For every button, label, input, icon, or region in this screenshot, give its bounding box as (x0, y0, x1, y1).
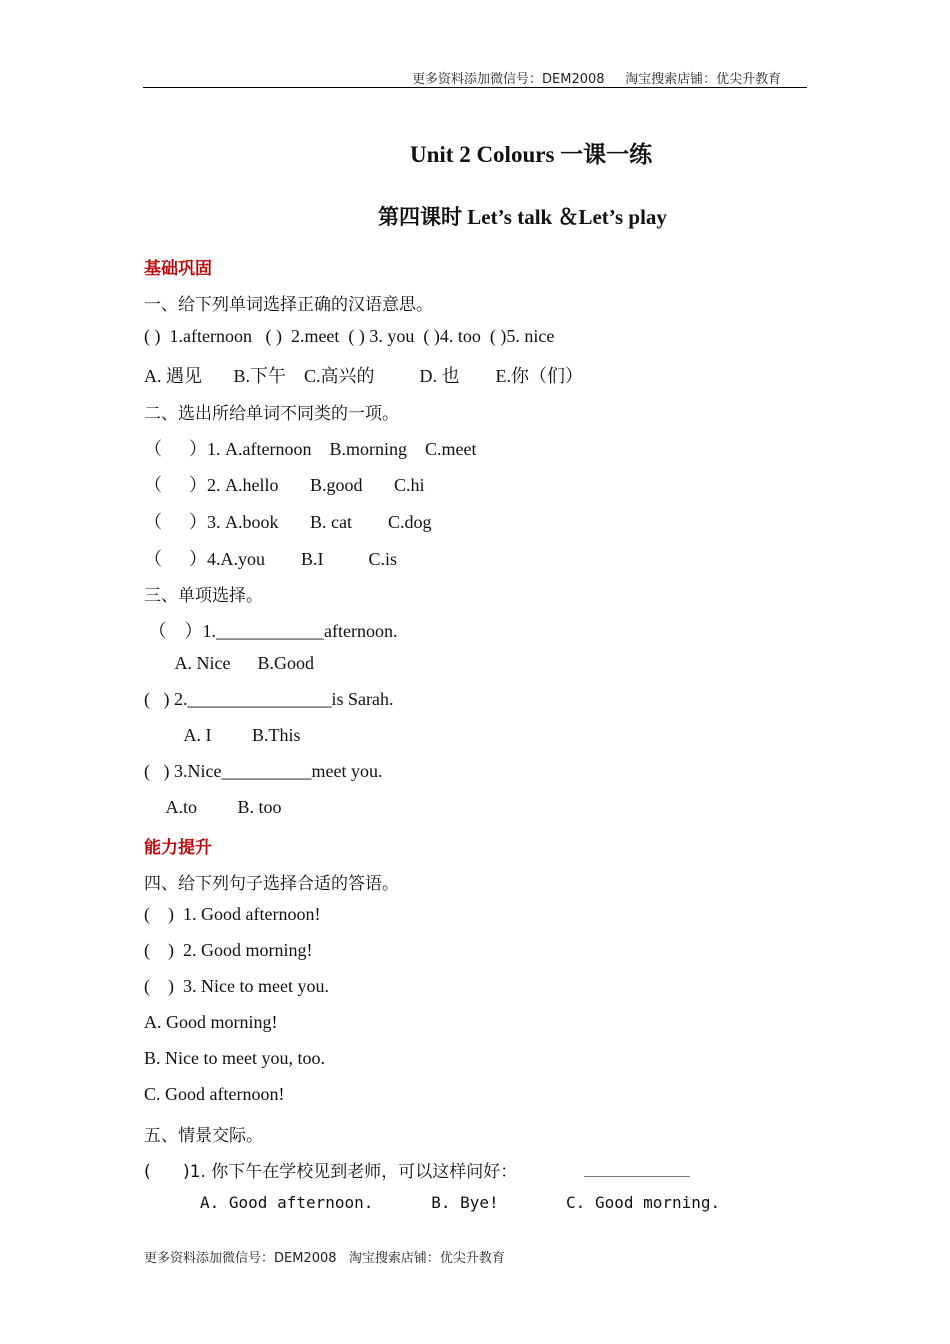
q2-heading: 二、选出所给单词不同类的一项。 (144, 404, 399, 424)
q4-row: B. Nice to meet you, too. (144, 1048, 325, 1068)
q4-row: ( ) 2. Good morning! (144, 940, 313, 960)
page-title: Unit 2 Colours 一课一练 (410, 142, 653, 167)
section-basic-label: 基础巩固 (144, 259, 212, 279)
q4-row: ( ) 1. Good afternoon! (144, 904, 321, 924)
q3-row: A. Nice B.Good (144, 653, 314, 673)
q2-row: （ ）4.A.you B.I C.is (144, 549, 398, 569)
q5-heading: 五、情景交际。 (144, 1126, 263, 1146)
q3-row: （ ）1.____________afternoon. (144, 621, 398, 641)
q4-row: C. Good afternoon! (144, 1084, 285, 1104)
q2-row: （ ）1. A.afternoon B.morning C.meet (144, 439, 477, 459)
q1-items: ( ) 1.afternoon ( ) 2.meet ( ) 3. you ( )4. too ( )5. nice (144, 326, 555, 346)
q2-row: （ ）2. A.hello B.good C.hi (144, 475, 425, 495)
q3-row: A. I B.This (144, 725, 301, 745)
section-ability-label: 能力提升 (144, 838, 212, 858)
page-subtitle: 第四课时 Let’s talk ＆Let’s play (378, 205, 667, 229)
page-footer: 更多资料添加微信号：DEM2008 淘宝搜索店铺：优尖升教育 (144, 1251, 505, 1266)
q1-heading: 一、给下列单词选择正确的汉语意思。 (144, 295, 433, 315)
q3-heading: 三、单项选择。 (144, 586, 263, 606)
q4-row: ( ) 3. Nice to meet you. (144, 976, 329, 996)
q3-row: ( ) 2.________________is Sarah. (144, 689, 394, 709)
q3-row: ( ) 3.Nice__________meet you. (144, 761, 383, 781)
q1-options: A. 遇见 B.下午 C.高兴的 D. 也 E.你（们） (144, 366, 584, 386)
q4-heading: 四、给下列句子选择合适的答语。 (144, 874, 399, 894)
q2-row: （ ）3. A.book B. cat C.dog (144, 512, 432, 532)
page-header: 更多资料添加微信号：DEM2008 淘宝搜索店铺：优尖升教育 (412, 72, 782, 87)
q3-row: A.to B. too (144, 797, 282, 817)
q5-options: A. Good afternoon. B. Bye! C. Good morning. (200, 1193, 721, 1212)
q5-answer-blank (584, 1176, 690, 1177)
q4-row: A. Good morning! (144, 1012, 278, 1032)
header-rule (143, 87, 807, 88)
q5-question: ( )1. 你下午在学校见到老师，可以这样问好： (144, 1162, 518, 1182)
